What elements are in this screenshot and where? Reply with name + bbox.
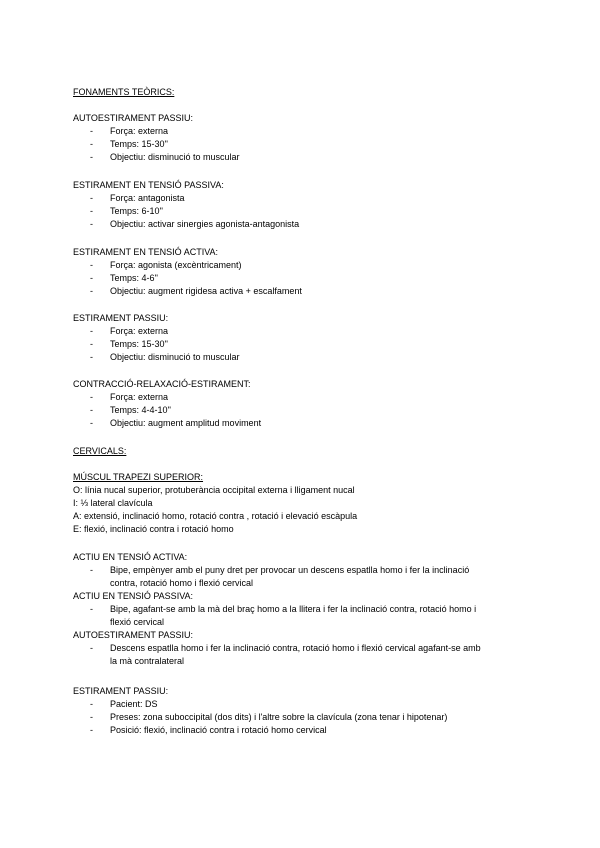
section-heading: ESTIRAMENT PASSIU: (73, 313, 169, 323)
bullet-dash: - (90, 725, 93, 735)
list-item: - Pacient: DS (90, 699, 158, 709)
list-item: - Força: agonista (excèntricament) (90, 260, 242, 270)
section-contraccio-relaxacio (73, 378, 543, 430)
bullet-dash: - (90, 126, 93, 136)
bullet-dash: - (90, 565, 93, 575)
bullet-dash: - (90, 643, 93, 653)
muscle-heading: MÚSCUL TRAPEZI SUPERIOR: (73, 472, 204, 482)
section-tensio-passiva (73, 179, 543, 231)
bullet-dash: - (90, 352, 93, 362)
bullet-dash: - (90, 139, 93, 149)
page-title: FONAMENTS TEÒRICS: (73, 87, 175, 97)
section-heading: ESTIRAMENT EN TENSIÓ PASSIVA: (73, 180, 224, 190)
section-tensio-activa (73, 246, 543, 298)
list-item: - Preses: zona suboccipital (dos dits) i l'altre sobre la clavícula (zona tenar i hipotenar) (90, 712, 448, 722)
muscle-origin: O: línia nucal superior, protuberància occipital externa i lligament nucal (73, 485, 355, 495)
list-item: - Bipe, empènyer amb el puny dret per provocar un descens espatlla homo i fer la inclinació contra, rotació homo i flexió cervical (90, 565, 470, 588)
section-autoestirament-passiu (73, 112, 543, 164)
bullet-dash: - (90, 260, 93, 270)
list-item: - Temps: 4-6'' (90, 273, 158, 283)
list-item: - Descens espatlla homo i fer la inclinació contra, rotació homo i flexió cervical agafant-se amb la mà contralateral (90, 643, 481, 666)
muscle-stretch: E: flexió, inclinació contra i rotació homo (73, 524, 234, 534)
section-heading: ESTIRAMENT EN TENSIÓ ACTIVA: (73, 247, 219, 257)
bullet-dash: - (90, 152, 93, 162)
list-item: - Temps: 15-30'' (90, 339, 168, 349)
bullet-dash: - (90, 219, 93, 229)
list-item: - Temps: 4-4-10'' (90, 405, 171, 415)
muscle-action: A: extensió, inclinació homo, rotació contra , rotació i elevació escàpula (73, 511, 358, 521)
list-item: - Força: externa (90, 392, 169, 402)
bullet-dash: - (90, 339, 93, 349)
active-techniques (73, 551, 543, 668)
section-heading: ACTIU EN TENSIÓ PASSIVA: (73, 591, 194, 601)
bullet-dash: - (90, 286, 93, 296)
estirament-passiu-cervical (73, 685, 543, 737)
list-item: - Temps: 6-10'' (90, 206, 163, 216)
list-item: - Posició: flexió, inclinació contra i rotació homo cervical (90, 725, 327, 735)
section-heading: CONTRACCIÓ-RELAXACIÓ-ESTIRAMENT: (73, 379, 251, 389)
list-item: - Objectiu: disminució to muscular (90, 152, 240, 162)
bullet-dash: - (90, 699, 93, 709)
bullet-dash: - (90, 712, 93, 722)
section-heading: ESTIRAMENT PASSIU: (73, 686, 169, 696)
muscle-info (73, 471, 543, 536)
list-item: - Bipe, agafant-se amb la mà del braç homo a la llitera i fer la inclinació contra, rotació homo i flexió cervical (90, 604, 477, 627)
list-item: - Objectiu: augment amplitud moviment (90, 418, 262, 428)
section-heading: AUTOESTIRAMENT PASSIU: (73, 630, 194, 640)
bullet-dash: - (90, 392, 93, 402)
bullet-dash: - (90, 206, 93, 216)
list-item: - Objectiu: augment rigidesa activa + escalfament (90, 286, 302, 296)
bullet-dash: - (90, 193, 93, 203)
bullet-dash: - (90, 418, 93, 428)
list-item: - Objectiu: disminució to muscular (90, 352, 240, 362)
bullet-dash: - (90, 405, 93, 415)
section-estirament-passiu (73, 312, 543, 364)
list-item: - Objectiu: activar sinergies agonista-antagonista (90, 219, 300, 229)
bullet-dash: - (90, 326, 93, 336)
list-item: - Temps: 15-30'' (90, 139, 168, 149)
cervicals-title: CERVICALS: (73, 446, 127, 456)
list-item: - Força: externa (90, 326, 169, 336)
bullet-dash: - (90, 273, 93, 283)
section-heading: AUTOESTIRAMENT PASSIU: (73, 113, 194, 123)
section-heading: ACTIU EN TENSIÓ ACTIVA: (73, 552, 188, 562)
bullet-dash: - (90, 604, 93, 614)
list-item: - Força: externa (90, 126, 169, 136)
list-item: - Força: antagonista (90, 193, 185, 203)
muscle-insertion: I: ⅓ lateral clavícula (73, 498, 153, 508)
